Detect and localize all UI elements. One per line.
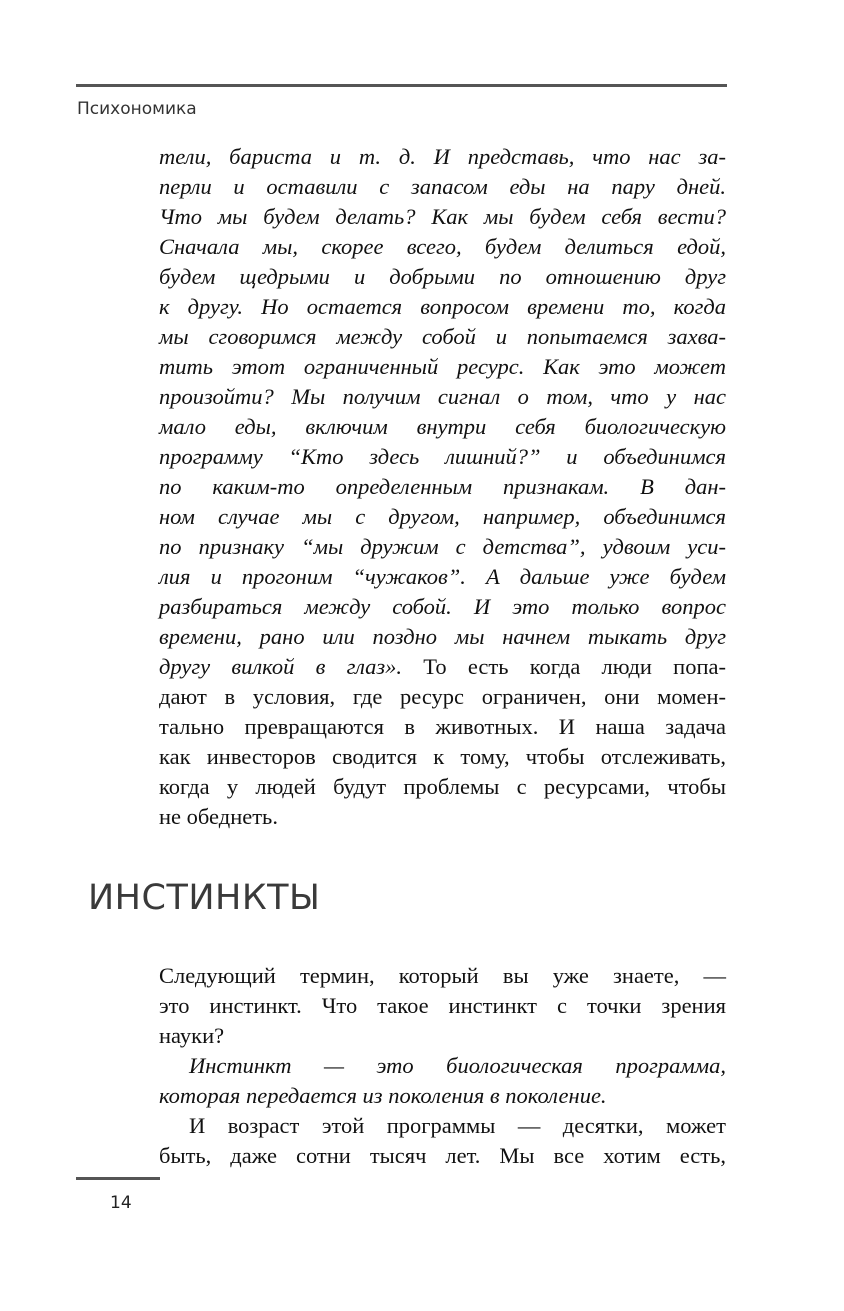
text-line: быть, даже сотни тысяч лет. Мы все хотим есть, bbox=[159, 1143, 726, 1168]
text-line: дают в условия, где ресурс ограничен, они момен- bbox=[159, 684, 726, 709]
text-line: мы сговоримся между собой и попытаемся захва- bbox=[159, 324, 726, 349]
text-line: будем щедрыми и добрыми по отношению друг bbox=[159, 264, 726, 289]
footer-rule bbox=[76, 1177, 160, 1180]
text-line: как инвесторов сводится к тому, чтобы отслеживать, bbox=[159, 744, 726, 769]
text-line: разбираться между собой. И это только вопрос bbox=[159, 594, 726, 619]
text-line: лия и прогоним “чужаков”. А дальше уже будем bbox=[159, 564, 726, 589]
text-line: по каким-то определенным признакам. В дан- bbox=[159, 474, 726, 499]
text-line: времени, рано или поздно мы начнем тыкать друг bbox=[159, 624, 726, 649]
paragraph-1 bbox=[159, 142, 726, 832]
text-line: по признаку “мы дружим с детства”, удвоим уси- bbox=[159, 534, 726, 559]
quote-end: другу вилкой в глаз». bbox=[159, 654, 403, 679]
text-line: к другу. Но остается вопросом времени то, когда bbox=[159, 294, 726, 319]
text-line: ном случае мы с другом, например, объединимся bbox=[159, 504, 726, 529]
text-line: Сначала мы, скорее всего, будем делиться едой, bbox=[159, 234, 726, 259]
text-line: не обеднеть. bbox=[159, 804, 278, 829]
paragraph-2 bbox=[159, 961, 726, 1051]
text-line: И возраст этой программы — десятки, может bbox=[189, 1113, 726, 1138]
paragraph-3 bbox=[159, 1051, 726, 1111]
text-line: тить этот ограниченный ресурс. Как это может bbox=[159, 354, 726, 379]
text-line: перли и оставили с запасом еды на пару дней. bbox=[159, 174, 726, 199]
paragraph-4 bbox=[159, 1111, 726, 1171]
text-line bbox=[159, 652, 726, 682]
text-line: когда у людей будут проблемы с ресурсами, чтобы bbox=[159, 774, 726, 799]
text-segment: То есть когда люди попа- bbox=[402, 654, 726, 679]
text-line: произойти? Мы получим сигнал о том, что у нас bbox=[159, 384, 726, 409]
top-rule bbox=[76, 84, 727, 87]
text-line: мало еды, включим внутри себя биологическую bbox=[159, 414, 726, 439]
section-heading: ИНСТИНКТЫ bbox=[88, 878, 321, 918]
running-head: Психономика bbox=[77, 99, 197, 119]
text-line: Что мы будем делать? Как мы будем себя вести? bbox=[159, 204, 726, 229]
text-line: Следующий термин, который вы уже знаете, — bbox=[159, 963, 726, 988]
text-line: тели, бариста и т. д. И представь, что нас за- bbox=[159, 144, 726, 169]
text-line: которая передается из поколения в поколение. bbox=[159, 1083, 607, 1108]
text-line: это инстинкт. Что такое инстинкт с точки зрения bbox=[159, 993, 726, 1018]
text-line: Инстинкт — это биологическая программа, bbox=[189, 1053, 726, 1078]
text-line: тально превращаются в животных. И наша задача bbox=[159, 714, 726, 739]
text-line: науки? bbox=[159, 1023, 225, 1048]
page-number: 14 bbox=[110, 1193, 132, 1213]
text-line: программу “Кто здесь лишний?” и объединимся bbox=[159, 444, 726, 469]
